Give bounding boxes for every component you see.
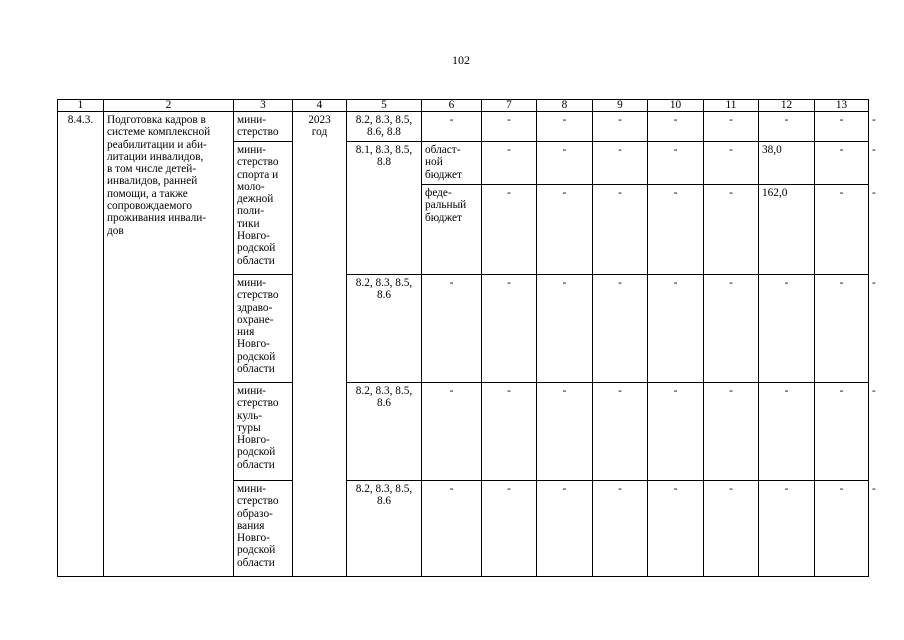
column-header: 9	[593, 100, 648, 112]
funding-source-cell: област- ной бюджет	[422, 142, 482, 185]
column-header: 7	[482, 100, 537, 112]
amount-cell: -	[648, 142, 704, 185]
amount-cell: -	[648, 112, 704, 142]
amount-cell: -	[704, 185, 759, 275]
target-indicators-cell: 8.2, 8.3, 8.5, 8.6	[347, 275, 422, 383]
amount-cell: -	[759, 112, 815, 142]
column-header: 10	[648, 100, 704, 112]
column-header: 12	[759, 100, 815, 112]
amount-cell: -	[815, 481, 869, 577]
amount-cell: -	[648, 275, 704, 383]
amount-cell: -	[704, 142, 759, 185]
amount-cell: -	[482, 275, 537, 383]
column-header: 13	[815, 100, 869, 112]
amount-cell: -	[648, 481, 704, 577]
amount-cell: -	[759, 383, 815, 481]
target-indicators-cell: 8.2, 8.3, 8.5, 8.6	[347, 481, 422, 577]
funding-source-cell: -	[422, 275, 482, 383]
amount-cell: -	[593, 481, 648, 577]
amount-cell: -	[593, 383, 648, 481]
funding-source-cell: феде- ральный бюджет	[422, 185, 482, 275]
amount-cell: -	[482, 142, 537, 185]
funding-source-cell: -	[422, 112, 482, 142]
amount-cell: -	[759, 481, 815, 577]
table-row: 8.4.3. Подготовка кадров в системе комплексной реабилитации и аби- литации инвалидов, в том числе детей- инвалидов, ранней помощи, а также сопровождаемого проживания инвали- дов мини- стерство 2023 год 8.2, 8.3, 8.5, 8.6, 8.8 - - - - - - - - -	[58, 112, 869, 142]
amount-cell: -	[704, 275, 759, 383]
amount-cell: -	[537, 383, 593, 481]
header-row	[58, 100, 869, 112]
amount-cell: -	[482, 481, 537, 577]
funding-source-cell: -	[422, 481, 482, 577]
amount-cell: -	[648, 185, 704, 275]
column-header: 4	[293, 100, 347, 112]
amount-cell: -	[593, 275, 648, 383]
amount-cell: -	[537, 185, 593, 275]
table-row: мини- стерство куль- туры Новго- родской области 8.2, 8.3, 8.5, 8.6 - - - - - - - - -	[58, 383, 869, 481]
table-row: мини- стерство образо- вания Новго- родской области 8.2, 8.3, 8.5, 8.6 - - - - - - - - -	[58, 481, 869, 577]
amount-cell: -	[704, 383, 759, 481]
column-header: 6	[422, 100, 482, 112]
table-row: мини- стерство здраво- охране- ния Новго- родской области 8.2, 8.3, 8.5, 8.6 - - - - - - - - -	[58, 275, 869, 383]
amount-cell: 162,0	[759, 185, 815, 275]
executor-cell: мини- стерство образо- вания Новго- родской области	[234, 481, 293, 577]
column-header: 2	[104, 100, 234, 112]
amount-cell: -	[537, 275, 593, 383]
executor-cell: мини- стерство спорта и моло- дежной поли- тики Новго- родской области	[234, 142, 293, 275]
amount-cell: -	[537, 112, 593, 142]
amount-cell: -	[815, 275, 869, 383]
table-row: мини- стерство спорта и моло- дежной поли- тики Новго- родской области 8.1, 8.3, 8.5, 8.8 област- ной бюджет - - - - - 38,0 - -	[58, 142, 869, 185]
activity-name: Подготовка кадров в системе комплексной реабилитации и аби- литации инвалидов, в том числе детей- инвалидов, ранней помощи, а также сопровождаемого проживания инвали- дов	[104, 112, 234, 577]
year-cell: 2023 год	[293, 112, 347, 577]
table-row: феде- ральный бюджет - - - - - 162,0 - -	[58, 185, 869, 275]
column-header: 8	[537, 100, 593, 112]
amount-cell: -	[815, 383, 869, 481]
amount-cell: -	[537, 481, 593, 577]
executor-cell: мини- стерство куль- туры Новго- родской области	[234, 383, 293, 481]
column-header: 11	[704, 100, 759, 112]
amount-cell: 38,0	[759, 142, 815, 185]
target-indicators-cell: 8.2, 8.3, 8.5, 8.6	[347, 383, 422, 481]
amount-cell: -	[593, 112, 648, 142]
target-indicators-cell: 8.2, 8.3, 8.5, 8.6, 8.8	[347, 112, 422, 142]
amount-cell: -	[593, 142, 648, 185]
column-header: 5	[347, 100, 422, 112]
row-number: 8.4.3.	[58, 112, 104, 577]
amount-cell: -	[815, 142, 869, 185]
amount-cell: -	[537, 142, 593, 185]
column-header: 3	[234, 100, 293, 112]
amount-cell: -	[482, 383, 537, 481]
amount-cell: -	[482, 112, 537, 142]
amount-cell: -	[815, 112, 869, 142]
amount-cell: -	[704, 481, 759, 577]
amount-cell: -	[815, 185, 869, 275]
executor-cell: мини- стерство здраво- охране- ния Новго- родской области	[234, 275, 293, 383]
amount-cell: -	[593, 185, 648, 275]
column-header: 1	[58, 100, 104, 112]
amount-cell: -	[648, 383, 704, 481]
page-number: 102	[452, 53, 470, 67]
executor-cell: мини- стерство	[234, 112, 293, 142]
amount-cell: -	[759, 275, 815, 383]
funding-source-cell: -	[422, 383, 482, 481]
amount-cell: -	[482, 185, 537, 275]
target-indicators-cell: 8.1, 8.3, 8.5, 8.8	[347, 142, 422, 275]
amount-cell: -	[704, 112, 759, 142]
program-table	[57, 99, 876, 577]
